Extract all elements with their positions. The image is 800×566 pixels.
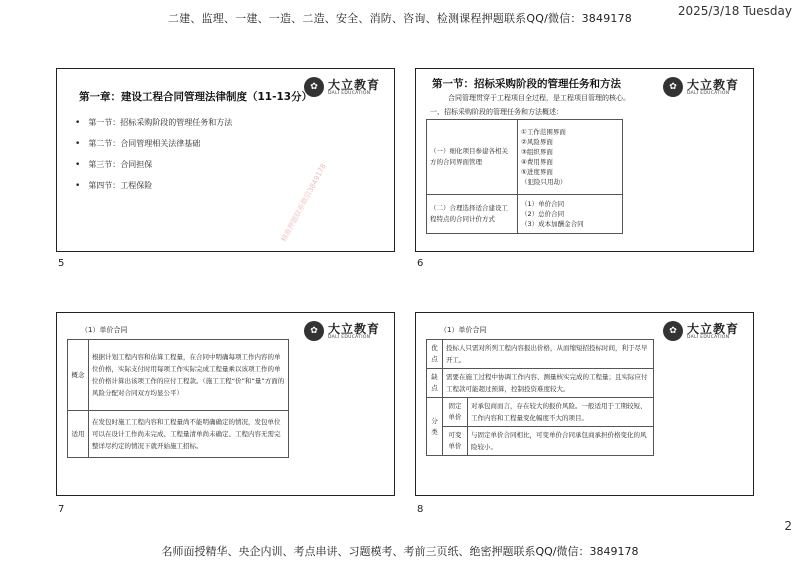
slide-title: 第一章：建设工程合同管理法律制度（11-13分） (79, 91, 313, 103)
table-cell: （二）合理选择适合建设工程特点的合同计价方式 (427, 195, 518, 234)
table-row (427, 120, 623, 195)
section-caption: （1）单价合同 (440, 326, 487, 334)
row-sublabel: 可变单价 (443, 427, 468, 456)
slide-6 (415, 68, 754, 252)
section-caption: （1）单价合同 (81, 326, 128, 334)
table-cell (518, 120, 623, 195)
item-text: （1）单价合同 (521, 200, 565, 208)
table-row (427, 427, 654, 456)
table-cell (518, 195, 623, 234)
logo-icon: ✿ (663, 77, 683, 97)
table-row (427, 398, 654, 427)
logo-subtext: DALI EDUCATION (328, 335, 371, 340)
intro-text: 合同管理贯穿于工程项目全过程，是工程项目管理的核心。 (448, 94, 630, 102)
item-text: ⑤进度界面 (521, 168, 553, 176)
table-row (427, 195, 623, 234)
item-text: ③组织界面 (521, 148, 553, 156)
logo-subtext: DALI EDUCATION (687, 91, 730, 96)
list-item: • 第四节：工程保险 (75, 180, 232, 191)
row-label: 优点 (427, 340, 443, 369)
slide-5 (56, 68, 395, 252)
item-text: （3）成本加酬金合同 (521, 220, 584, 228)
table-cell: 需要在施工过程中协调工作内容、测量核实完成的工程量；且实际应付工程款可能超过预算，控制投资难度较大。 (443, 369, 654, 398)
logo-text: 大立教育 (328, 78, 381, 92)
logo-subtext: DALI EDUCATION (328, 91, 371, 96)
table-row (427, 340, 654, 369)
item-text: ①工作范围界面 (521, 128, 566, 136)
header-banner: 二建、监理、一建、一造、二造、安全、消防、咨询、检测课程押题联系QQ/微信：3849178 (167, 12, 632, 25)
row-label: 概念 (68, 340, 89, 411)
logo-text: 大立教育 (687, 322, 740, 336)
item-text: （犯险只用劫） (521, 178, 567, 186)
watermark: 精准押题联系微信3849178 (279, 162, 328, 244)
logo (304, 76, 386, 100)
row-sublabel: 固定单价 (443, 398, 468, 427)
unit-price-table (426, 339, 654, 456)
table-cell: 对承包商而言，存在较大的报价风险。一般适用于工期较短、工作内容和工程量变化幅度不大的项目。 (468, 398, 654, 427)
logo-text: 大立教育 (687, 78, 740, 92)
table-cell: 在发包时施工工程内容和工程量尚不能明确确定的情况，发包单位可以在设计工作尚未完成、工程量清单尚未确定、工程内容无需完整详尽约定的情况下就开始施工招标。 (89, 411, 289, 458)
table-cell: 与固定单价合同相比，可变单价合同承包商承担价格变化的风险较小。 (468, 427, 654, 456)
slide-number: 5 (58, 258, 65, 269)
item-text: （2）总价合同 (521, 210, 565, 218)
table-cell: 根据计划工程内容和估算工程量，在合同中明确每项工作内容的单位价格，实际支付时用每项工作实际完成工程量乘以该项工作的单位价格计算出该项工作的应付工程款。（施工工程“价”和“量”方面的风险分配对合同双方均显公平） (89, 340, 289, 411)
unit-price-table (67, 339, 289, 458)
slide-7 (56, 312, 395, 496)
table-cell: （一）细化项目参建各相关方的合同界面管理 (427, 120, 518, 195)
logo (304, 320, 386, 344)
logo (663, 320, 745, 344)
item-text: ④费用界面 (521, 158, 553, 166)
table-cell: 投标人只需对所列工程内容报出价格，从而缩短招投标时间，利于尽早开工。 (443, 340, 654, 369)
list-item: • 第三节：合同担保 (75, 159, 232, 170)
logo-icon: ✿ (663, 321, 683, 341)
logo-text: 大立教育 (328, 322, 381, 336)
slide-title: 第一节：招标采购阶段的管理任务和方法 (432, 78, 621, 90)
logo (663, 76, 745, 100)
table-row (68, 411, 289, 458)
overview-table (426, 119, 623, 234)
slide-8 (415, 312, 754, 496)
row-label: 缺点 (427, 369, 443, 398)
slide-number: 8 (417, 504, 424, 515)
list-item: • 第一节：招标采购阶段的管理任务和方法 (75, 117, 232, 128)
logo-subtext: DALI EDUCATION (687, 335, 730, 340)
item-text: ②风险界面 (521, 138, 553, 146)
row-label: 适用 (68, 411, 89, 458)
row-label: 分类 (427, 398, 443, 456)
footer-banner: 名师面授精华、央企内训、考点串讲、习题模考、考前三页纸、绝密押题联系QQ/微信：3849178 (161, 545, 639, 558)
section-heading: 一、招标采购阶段的管理任务和方法概述： (430, 108, 563, 116)
slide-number: 6 (417, 258, 424, 269)
document-page-number: 2 (784, 519, 792, 533)
table-row (68, 340, 289, 411)
slide-number: 7 (58, 504, 65, 515)
table-row (427, 369, 654, 398)
logo-icon: ✿ (304, 321, 324, 341)
header-date: 2025/3/18 Tuesday (677, 4, 792, 18)
list-item: • 第二节：合同管理相关法律基础 (75, 138, 232, 149)
outline-list (75, 117, 232, 201)
logo-icon: ✿ (304, 77, 324, 97)
